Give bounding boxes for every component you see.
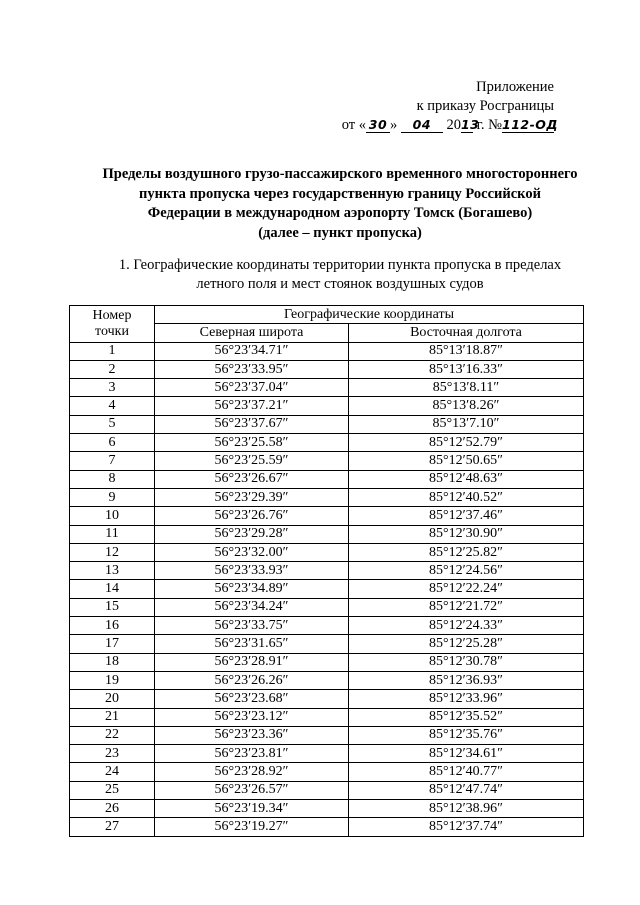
latitude-cell: 56°23′33.93″ <box>155 562 349 580</box>
point-number-cell: 20 <box>70 690 155 708</box>
table-row <box>70 525 584 543</box>
table-row <box>70 360 584 378</box>
longitude-cell: 85°12′24.56″ <box>349 562 584 580</box>
longitude-cell: 85°13′18.87″ <box>349 342 584 360</box>
longitude-cell: 85°12′52.79″ <box>349 434 584 452</box>
longitude-cell: 85°12′37.74″ <box>349 818 584 836</box>
point-number-cell: 27 <box>70 818 155 836</box>
table-row <box>70 342 584 360</box>
point-number-cell: 5 <box>70 415 155 433</box>
table-row <box>70 800 584 818</box>
latitude-cell: 56°23′26.67″ <box>155 470 349 488</box>
table-row <box>70 434 584 452</box>
point-number-cell: 25 <box>70 781 155 799</box>
point-number-cell: 2 <box>70 360 155 378</box>
longitude-cell: 85°12′33.96″ <box>349 690 584 708</box>
date-year-prefix: 20 <box>446 117 461 133</box>
table-row <box>70 763 584 781</box>
section-heading <box>80 256 600 294</box>
point-number-header-line-2: точки <box>95 323 129 339</box>
point-number-cell: 3 <box>70 379 155 397</box>
table-row <box>70 653 584 671</box>
longitude-cell: 85°12′30.78″ <box>349 653 584 671</box>
table-row <box>70 488 584 506</box>
longitude-cell: 85°12′37.46″ <box>349 507 584 525</box>
latitude-cell: 56°23′37.21″ <box>155 397 349 415</box>
table-row <box>70 397 584 415</box>
table-row <box>70 635 584 653</box>
point-number-cell: 13 <box>70 562 155 580</box>
table-row <box>70 543 584 561</box>
longitude-cell: 85°12′21.72″ <box>349 598 584 616</box>
point-number-cell: 6 <box>70 434 155 452</box>
latitude-cell: 56°23′25.59″ <box>155 452 349 470</box>
table-row <box>70 617 584 635</box>
latitude-cell: 56°23′29.28″ <box>155 525 349 543</box>
date-month: 04 <box>401 117 443 133</box>
latitude-cell: 56°23′37.67″ <box>155 415 349 433</box>
point-number-cell: 4 <box>70 397 155 415</box>
latitude-cell: 56°23′23.81″ <box>155 745 349 763</box>
table-row <box>70 598 584 616</box>
annex-order-ref: к приказу Росграницы <box>416 98 554 114</box>
latitude-cell: 56°23′34.24″ <box>155 598 349 616</box>
longitude-cell: 85°12′35.76″ <box>349 726 584 744</box>
latitude-cell: 56°23′23.68″ <box>155 690 349 708</box>
section-heading-line-2: летного поля и мест стоянок воздушных судов <box>196 276 484 292</box>
latitude-cell: 56°23′26.57″ <box>155 781 349 799</box>
table-row <box>70 671 584 689</box>
point-number-cell: 1 <box>70 342 155 360</box>
table-row <box>70 507 584 525</box>
longitude-cell: 85°12′25.82″ <box>349 543 584 561</box>
north-latitude-header: Северная широта <box>155 324 349 342</box>
point-number-cell: 24 <box>70 763 155 781</box>
table-row <box>70 781 584 799</box>
section-heading-line-1: 1. Географические координаты территории пункта пропуска в пределах <box>118 257 562 273</box>
latitude-cell: 56°23′29.39″ <box>155 488 349 506</box>
date-mid: » <box>389 117 398 133</box>
latitude-cell: 56°23′34.71″ <box>155 342 349 360</box>
table-row <box>70 562 584 580</box>
date-day: 30 <box>366 117 390 133</box>
point-number-cell: 16 <box>70 617 155 635</box>
latitude-cell: 56°23′25.58″ <box>155 434 349 452</box>
east-longitude-header: Восточная долгота <box>349 324 584 342</box>
latitude-cell: 56°23′26.26″ <box>155 671 349 689</box>
longitude-cell: 85°12′24.33″ <box>349 617 584 635</box>
table-row <box>70 470 584 488</box>
annex-header <box>341 78 559 135</box>
date-prefix: от « <box>341 117 366 133</box>
latitude-cell: 56°23′19.34″ <box>155 800 349 818</box>
longitude-cell: 85°13′16.33″ <box>349 360 584 378</box>
latitude-cell: 56°23′19.27″ <box>155 818 349 836</box>
table-row <box>70 580 584 598</box>
latitude-cell: 56°23′33.95″ <box>155 360 349 378</box>
longitude-cell: 85°13′7.10″ <box>349 415 584 433</box>
latitude-cell: 56°23′23.12″ <box>155 708 349 726</box>
point-number-cell: 26 <box>70 800 155 818</box>
longitude-cell: 85°12′36.93″ <box>349 671 584 689</box>
date-year-after: г. № <box>476 117 502 133</box>
longitude-cell: 85°13′8.26″ <box>349 397 584 415</box>
point-number-cell: 10 <box>70 507 155 525</box>
point-number-cell: 11 <box>70 525 155 543</box>
latitude-cell: 56°23′28.91″ <box>155 653 349 671</box>
table-row <box>70 415 584 433</box>
longitude-cell: 85°12′22.24″ <box>349 580 584 598</box>
point-number-cell: 8 <box>70 470 155 488</box>
point-number-cell: 15 <box>70 598 155 616</box>
table-row <box>70 690 584 708</box>
table-row <box>70 818 584 836</box>
point-number-cell: 17 <box>70 635 155 653</box>
point-number-cell: 23 <box>70 745 155 763</box>
latitude-cell: 56°23′32.00″ <box>155 543 349 561</box>
point-number-cell: 9 <box>70 488 155 506</box>
point-number-cell: 7 <box>70 452 155 470</box>
table-row <box>70 745 584 763</box>
point-number-header-line-1: Номер <box>92 307 132 323</box>
table-row <box>70 452 584 470</box>
longitude-cell: 85°12′34.61″ <box>349 745 584 763</box>
point-number-cell: 12 <box>70 543 155 561</box>
longitude-cell: 85°12′38.96″ <box>349 800 584 818</box>
date-year-suffix: 13 <box>460 117 480 132</box>
geo-coordinates-header: Географические координаты <box>155 306 584 324</box>
latitude-cell: 56°23′34.89″ <box>155 580 349 598</box>
point-number-cell: 22 <box>70 726 155 744</box>
longitude-cell: 85°12′40.52″ <box>349 488 584 506</box>
title-line-2: пункта пропуска через государственную границу Российской <box>139 185 541 202</box>
coordinates-table <box>69 305 584 837</box>
longitude-cell: 85°12′25.28″ <box>349 635 584 653</box>
latitude-cell: 56°23′37.04″ <box>155 379 349 397</box>
document-title <box>80 165 600 243</box>
longitude-cell: 85°12′48.63″ <box>349 470 584 488</box>
title-line-1: Пределы воздушного грузо-пассажирского временного многостороннего <box>102 166 578 182</box>
point-number-cell: 19 <box>70 671 155 689</box>
table-row <box>70 708 584 726</box>
latitude-cell: 56°23′33.75″ <box>155 617 349 635</box>
latitude-cell: 56°23′28.92″ <box>155 763 349 781</box>
annex-date-line <box>341 116 559 135</box>
point-number-cell: 14 <box>70 580 155 598</box>
table-row <box>70 726 584 744</box>
point-number-cell: 18 <box>70 653 155 671</box>
latitude-cell: 56°23′23.36″ <box>155 726 349 744</box>
coordinates-table-body <box>70 342 584 836</box>
longitude-cell: 85°12′50.65″ <box>349 452 584 470</box>
point-number-header <box>70 306 155 343</box>
point-number-cell: 21 <box>70 708 155 726</box>
longitude-cell: 85°12′30.90″ <box>349 525 584 543</box>
title-line-3: Федерации в международном аэропорту Томск (Богашево) <box>147 205 533 221</box>
title-line-4: (далее – пункт пропуска) <box>258 224 422 241</box>
longitude-cell: 85°12′35.52″ <box>349 708 584 726</box>
longitude-cell: 85°12′47.74″ <box>349 781 584 799</box>
longitude-cell: 85°12′40.77″ <box>349 763 584 781</box>
annex-label: Приложение <box>476 79 554 95</box>
longitude-cell: 85°13′8.11″ <box>349 379 584 397</box>
table-row <box>70 379 584 397</box>
order-number: 112-ОД <box>502 117 559 132</box>
latitude-cell: 56°23′31.65″ <box>155 635 349 653</box>
latitude-cell: 56°23′26.76″ <box>155 507 349 525</box>
